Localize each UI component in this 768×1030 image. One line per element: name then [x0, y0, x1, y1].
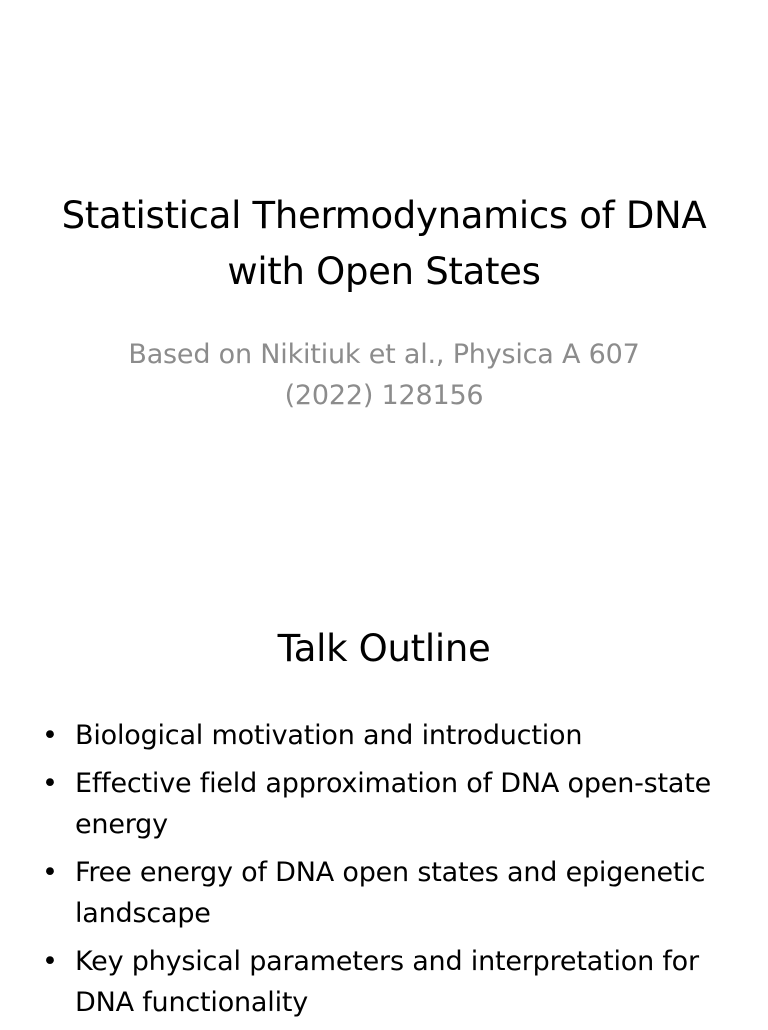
bullet-icon: •	[42, 720, 58, 751]
outline-item-text: Key physical parameters and interpretation for DNA functionality	[75, 946, 699, 1018]
outline-title: Talk Outline	[277, 627, 491, 670]
outline-list	[42, 715, 732, 1030]
presentation-subtitle: Based on Nikitiuk et al., Physica A 607 (2022) 128156	[128, 339, 640, 411]
bullet-icon: •	[42, 857, 58, 888]
outline-item	[42, 852, 732, 934]
outline-slide	[0, 576, 768, 1024]
outline-item-text: Free energy of DNA open states and epigenetic landscape	[75, 857, 706, 929]
outline-item	[42, 715, 732, 756]
outline-item	[42, 763, 732, 845]
presentation-title: Statistical Thermodynamics of DNA with Open States	[61, 194, 707, 293]
bullet-icon: •	[42, 768, 58, 799]
outline-item	[42, 941, 732, 1023]
bullet-icon: •	[42, 946, 58, 977]
outline-item-text: Biological motivation and introduction	[75, 720, 583, 751]
outline-item-text: Effective field approximation of DNA open-state energy	[75, 768, 712, 840]
